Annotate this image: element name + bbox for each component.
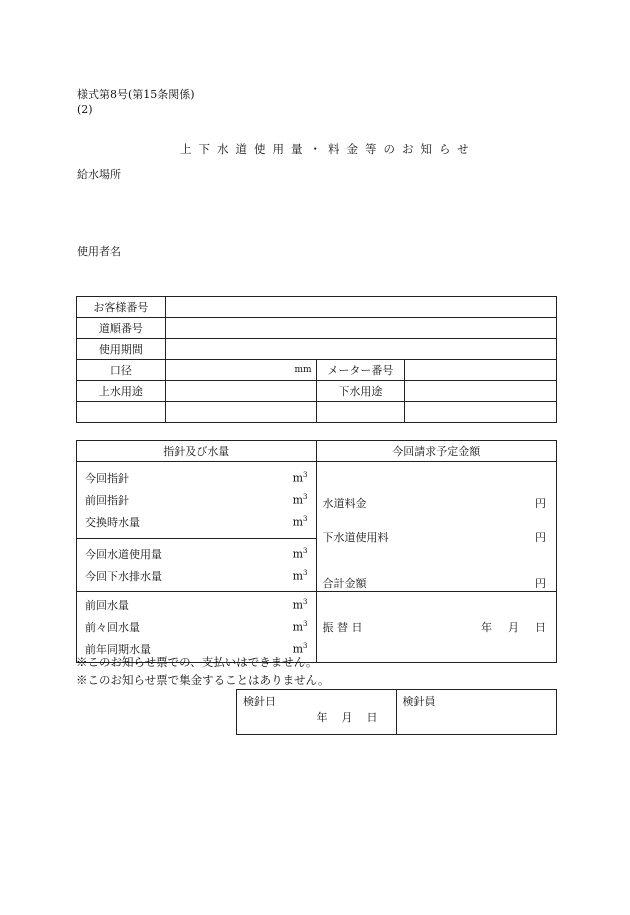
current-reading-row [83, 467, 310, 489]
current-water-usage-row [83, 543, 310, 565]
unit-m3: $m^3$ [292, 598, 308, 612]
sewer-use-label: 下水用途 [316, 381, 405, 402]
charges-cell [316, 462, 557, 592]
page-title: 上下水道使用量・料金等のお知らせ [180, 142, 476, 156]
current-sewer-volume-row [83, 565, 310, 587]
sewer-charge-label: 下水道使用料 [322, 531, 389, 544]
two-prior-volume-row [83, 616, 310, 638]
unit-m3: $m^3$ [292, 471, 308, 485]
note-2: ※このお知らせ票で集金することはありません。 [76, 673, 330, 687]
reader-label: 検針員 [402, 695, 436, 708]
previous-reading-row [83, 489, 310, 511]
sewer-use-value [405, 381, 557, 402]
unit-m3: $m^3$ [292, 547, 308, 561]
current-reading-label: 今回指針 [85, 471, 129, 485]
blank-cell [77, 402, 166, 423]
previous-reading-label: 前回指針 [85, 493, 129, 507]
user-name-label: 使用者名 [77, 245, 121, 258]
route-number-label: 道順番号 [77, 318, 166, 339]
transfer-date-cell [316, 592, 557, 663]
meter-number-value [405, 360, 557, 381]
blank-cell [405, 402, 557, 423]
sub-number: (2) [77, 103, 93, 116]
usage-header: 指針及び水量 [77, 441, 317, 462]
form-number: 様式第8号(第15条関係) [77, 88, 195, 101]
usage-period-value [165, 339, 556, 360]
yen-unit: 円 [535, 531, 546, 544]
current-water-usage-label: 今回水道使用量 [85, 547, 162, 561]
current-sewer-volume-label: 今回下水排水量 [85, 569, 162, 583]
water-charge-row [323, 495, 547, 511]
water-use-value [165, 381, 316, 402]
previous-volume-label: 前回水量 [85, 599, 129, 612]
reader-cell [396, 690, 556, 735]
unit-m3: $m^3$ [292, 493, 308, 507]
caliber-unit: mm [165, 360, 316, 381]
route-number-value [165, 318, 556, 339]
total-amount-row [323, 575, 547, 591]
unit-m3: $m^3$ [292, 642, 308, 656]
customer-number-value [165, 297, 556, 318]
transfer-date-ymd: 年 月 日 [481, 621, 546, 634]
unit-m3: $m^3$ [292, 569, 308, 583]
exchange-volume-label: 交換時水量 [85, 515, 140, 529]
yen-unit: 円 [535, 577, 546, 590]
readings-cell [77, 462, 317, 539]
last-year-volume-label: 前年同期水量 [85, 643, 151, 656]
usage-table [76, 440, 557, 663]
reading-date-ymd: 年 月 日 [316, 711, 378, 724]
water-use-label: 上水用途 [77, 381, 166, 402]
transfer-date-label: 振 替 日 [322, 621, 363, 634]
unit-m3: $m^3$ [292, 515, 308, 529]
sewer-charge-row [323, 529, 547, 545]
exchange-volume-row [83, 511, 310, 533]
previous-volume-row [83, 594, 310, 616]
supply-location-label: 給水場所 [77, 168, 121, 181]
caliber-label: 口径 [77, 360, 166, 381]
reading-date-label: 検針日 [243, 695, 276, 708]
charge-header: 今回請求予定金額 [316, 441, 557, 462]
unit-m3: $m^3$ [292, 620, 308, 634]
blank-cell [165, 402, 316, 423]
two-prior-volume-label: 前々回水量 [85, 621, 140, 634]
blank-cell [316, 402, 405, 423]
history-cell [77, 592, 317, 663]
yen-unit: 円 [535, 497, 546, 510]
transfer-date-row [323, 619, 547, 635]
customer-number-label: お客様番号 [77, 297, 166, 318]
note-1: ※このお知らせ票での、支払いはできません。 [76, 655, 318, 669]
total-amount-label: 合計金額 [322, 577, 367, 590]
water-charge-label: 水道料金 [322, 497, 367, 510]
usage-cell [77, 538, 317, 591]
customer-info-table [76, 296, 557, 423]
reading-date-cell [237, 690, 397, 735]
meter-number-label: メーター番号 [316, 360, 405, 381]
reading-sign-table [236, 689, 557, 735]
usage-period-label: 使用期間 [77, 339, 166, 360]
